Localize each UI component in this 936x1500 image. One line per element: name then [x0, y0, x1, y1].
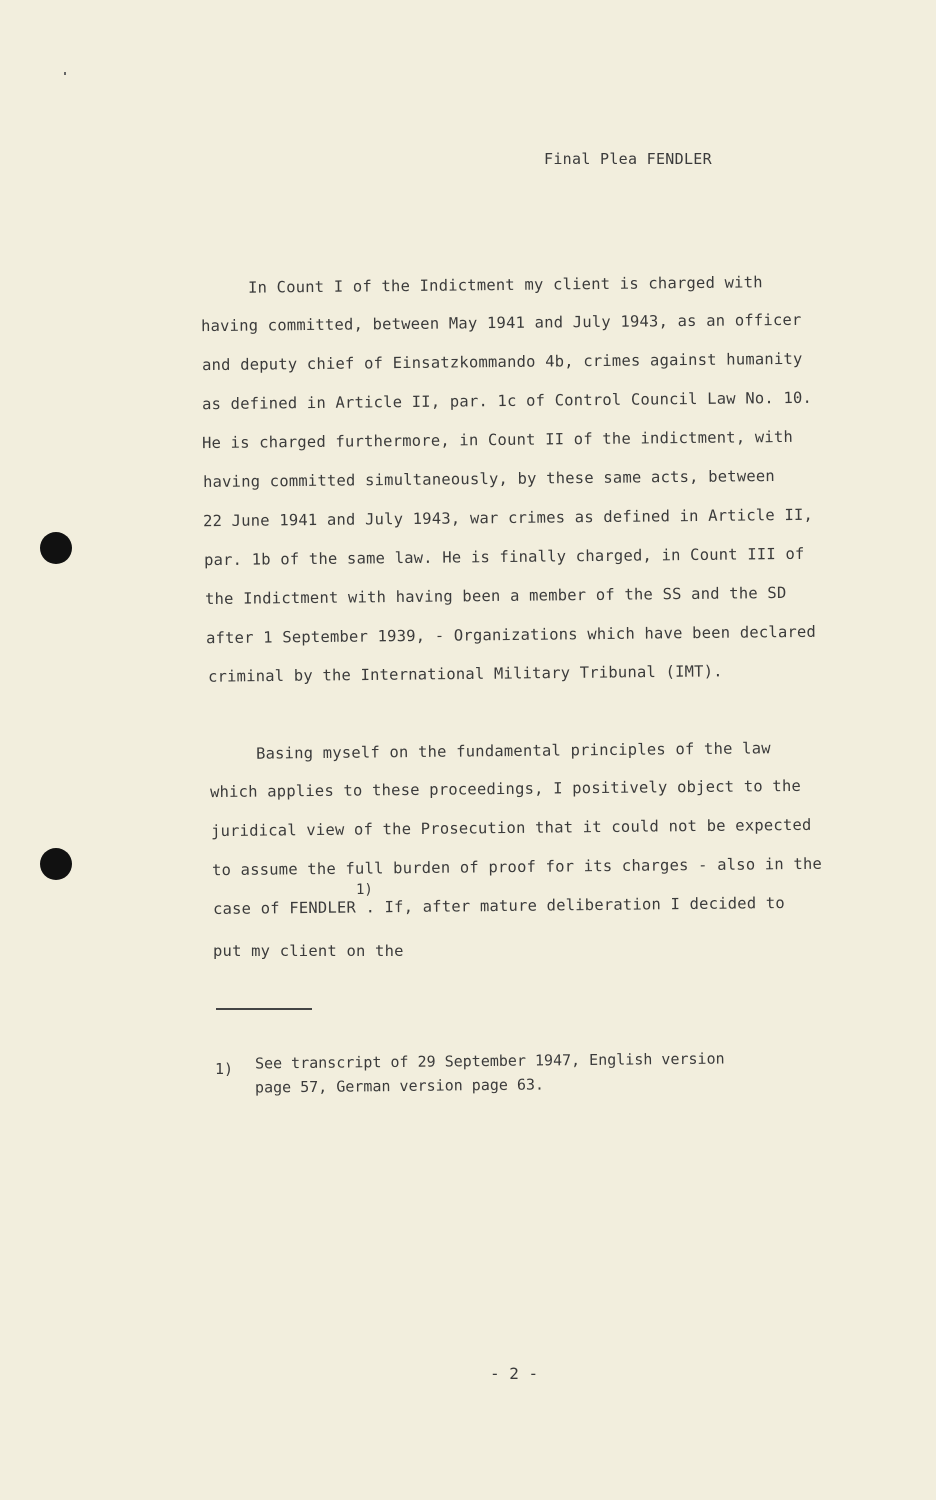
punch-hole-bottom	[40, 848, 72, 880]
footnote-line-2: page 57, German version page 63.	[254, 1075, 545, 1097]
paragraph-1-line-5: He is charged furthermore, in Count II of the indictment, with	[201, 427, 794, 453]
paragraph-1-line-6: having committed simultaneously, by these same acts, between	[202, 467, 776, 491]
paragraph-1-line-1: In Count I of the Indictment my client is charged with	[247, 273, 763, 297]
footnote-marker: 1)	[215, 1060, 234, 1078]
paragraph-2-line-5: case of FENDLER . If, after mature deliberation I decided to	[212, 894, 786, 918]
paragraph-2-line-1: Basing myself on the fundamental principles of the law	[255, 739, 771, 763]
page-number: - 2 -	[490, 1364, 539, 1383]
paragraph-1-line-7: 22 June 1941 and July 1943, war crimes as defined in Article II,	[202, 505, 814, 531]
footnote-line-1: See transcript of 29 September 1947, English version	[254, 1049, 725, 1073]
paragraph-1-line-10: after 1 September 1939, - Organizations which have been declared	[205, 622, 817, 648]
paper-speck	[64, 72, 66, 75]
footnote-separator	[216, 1008, 312, 1010]
paragraph-1-line-3: and deputy chief of Einsatzkommando 4b, crimes against humanity	[201, 349, 803, 375]
paragraph-1-line-11: criminal by the International Military Tribunal (IMT).	[207, 662, 723, 686]
paragraph-2-line-6: put my client on the	[213, 942, 404, 960]
paragraph-1-line-4: as defined in Article II, par. 1c of Control Council Law No. 10.	[201, 388, 813, 414]
punch-hole-top	[40, 532, 72, 564]
paragraph-1-line-8: par. 1b of the same law. He is finally charged, in Count III of	[203, 544, 805, 570]
paragraph-2-line-2: which applies to these proceedings, I positively object to the	[209, 776, 802, 802]
paragraph-2-line-3: juridical view of the Prosecution that it could not be expected	[210, 815, 812, 841]
paragraph-1-line-2: having committed, between May 1941 and July 1943, as an officer	[200, 310, 802, 336]
page-header: Final Plea FENDLER	[544, 150, 712, 168]
paragraph-2-line-4: to assume the full burden of proof for its charges - also in the	[211, 854, 823, 880]
footnote-reference: 1)	[356, 882, 373, 898]
paragraph-1-line-9: the Indictment with having been a member of the SS and the SD	[204, 583, 787, 609]
